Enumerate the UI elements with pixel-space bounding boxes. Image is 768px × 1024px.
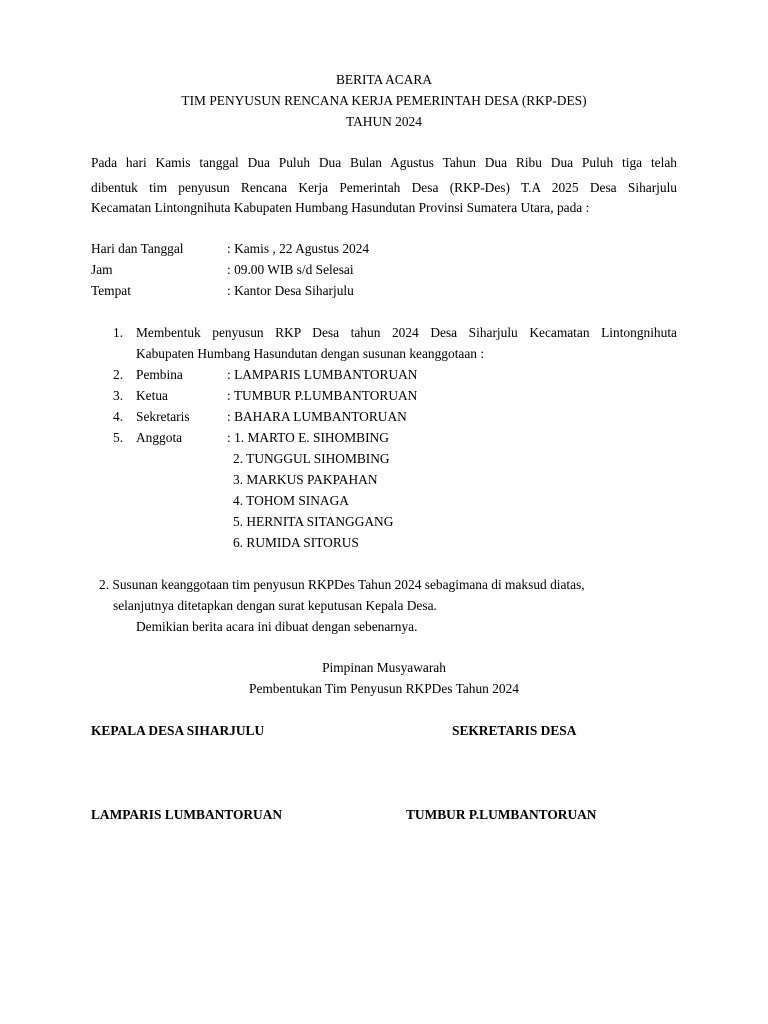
role-value-sekretaris: : BAHARA LUMBANTORUAN <box>227 409 407 424</box>
list-item-number: 4. <box>113 409 124 424</box>
role-value-pembina: : LAMPARIS LUMBANTORUAN <box>227 367 418 382</box>
detail-label-date: Hari dan Tanggal <box>91 241 184 256</box>
list-item-number: 1. <box>113 325 124 340</box>
signature-right-title: SEKRETARIS DESA <box>452 723 577 738</box>
role-label-ketua: Ketua <box>136 388 168 403</box>
member-item: 4. TOHOM SINAGA <box>233 493 349 508</box>
intro-line-2: dibentuk tim penyusun Rencana Kerja Pemerintah Desa (RKP-Des) T.A 2025 Desa Siharjulu <box>91 180 677 195</box>
list-item-number: 2. <box>113 367 124 382</box>
member-item: 2. TUNGGUL SIHOMBING <box>233 451 390 466</box>
role-label-anggota: Anggota <box>136 430 183 445</box>
member-item: 6. RUMIDA SITORUS <box>233 535 359 550</box>
role-value-ketua: : TUMBUR P.LUMBANTORUAN <box>227 388 418 403</box>
role-label-sekretaris: Sekretaris <box>136 409 190 424</box>
list-item-number: 3. <box>113 388 124 403</box>
doc-subtitle: TIM PENYUSUN RENCANA KERJA PEMERINTAH DESA (RKP-DES) <box>181 93 587 108</box>
doc-year: TAHUN 2024 <box>346 114 422 129</box>
point-2-line-2: selanjutnya ditetapkan dengan surat keputusan Kepala Desa. <box>113 598 437 613</box>
leader-title: Pimpinan Musyawarah <box>322 660 446 675</box>
detail-value-place: : Kantor Desa Siharjulu <box>227 283 354 298</box>
intro-line-1: Pada hari Kamis tanggal Dua Puluh Dua Bulan Agustus Tahun Dua Ribu Dua Puluh tiga telah <box>91 155 677 170</box>
point-2-line-1: 2. Susunan keanggotaan tim penyusun RKPDes Tahun 2024 sebagimana di maksud diatas, <box>99 577 585 592</box>
list-item-1-line-1: Membentuk penyusun RKP Desa tahun 2024 Desa Siharjulu Kecamatan Lintongnihuta <box>136 325 677 340</box>
list-item-1-line-2: Kabupaten Humbang Hasundutan dengan susunan keanggotaan : <box>136 346 485 361</box>
detail-value-date: : Kamis , 22 Agustus 2024 <box>227 241 370 256</box>
list-item-number: 5. <box>113 430 124 445</box>
doc-title: BERITA ACARA <box>335 72 433 87</box>
closing-statement: Demikian berita acara ini dibuat dengan sebenarnya. <box>136 619 418 634</box>
role-value-anggota: : 1. MARTO E. SIHOMBING <box>227 430 389 445</box>
member-item: 3. MARKUS PAKPAHAN <box>233 472 378 487</box>
signature-left-title: KEPALA DESA SIHARJULU <box>91 723 265 738</box>
detail-value-time: : 09.00 WIB s/d Selesai <box>227 262 354 277</box>
leader-subtitle: Pembentukan Tim Penyusun RKPDes Tahun 2024 <box>249 681 519 696</box>
role-label-pembina: Pembina <box>136 367 183 382</box>
intro-line-3: Kecamatan Lintongnihuta Kabupaten Humbang Hasundutan Provinsi Sumatera Utara, pada : <box>91 200 590 215</box>
signature-right-name: TUMBUR P.LUMBANTORUAN <box>406 807 597 822</box>
detail-label-place: Tempat <box>91 283 131 298</box>
member-item: 5. HERNITA SITANGGANG <box>233 514 394 529</box>
detail-label-time: Jam <box>91 262 113 277</box>
signature-left-name: LAMPARIS LUMBANTORUAN <box>91 807 283 822</box>
